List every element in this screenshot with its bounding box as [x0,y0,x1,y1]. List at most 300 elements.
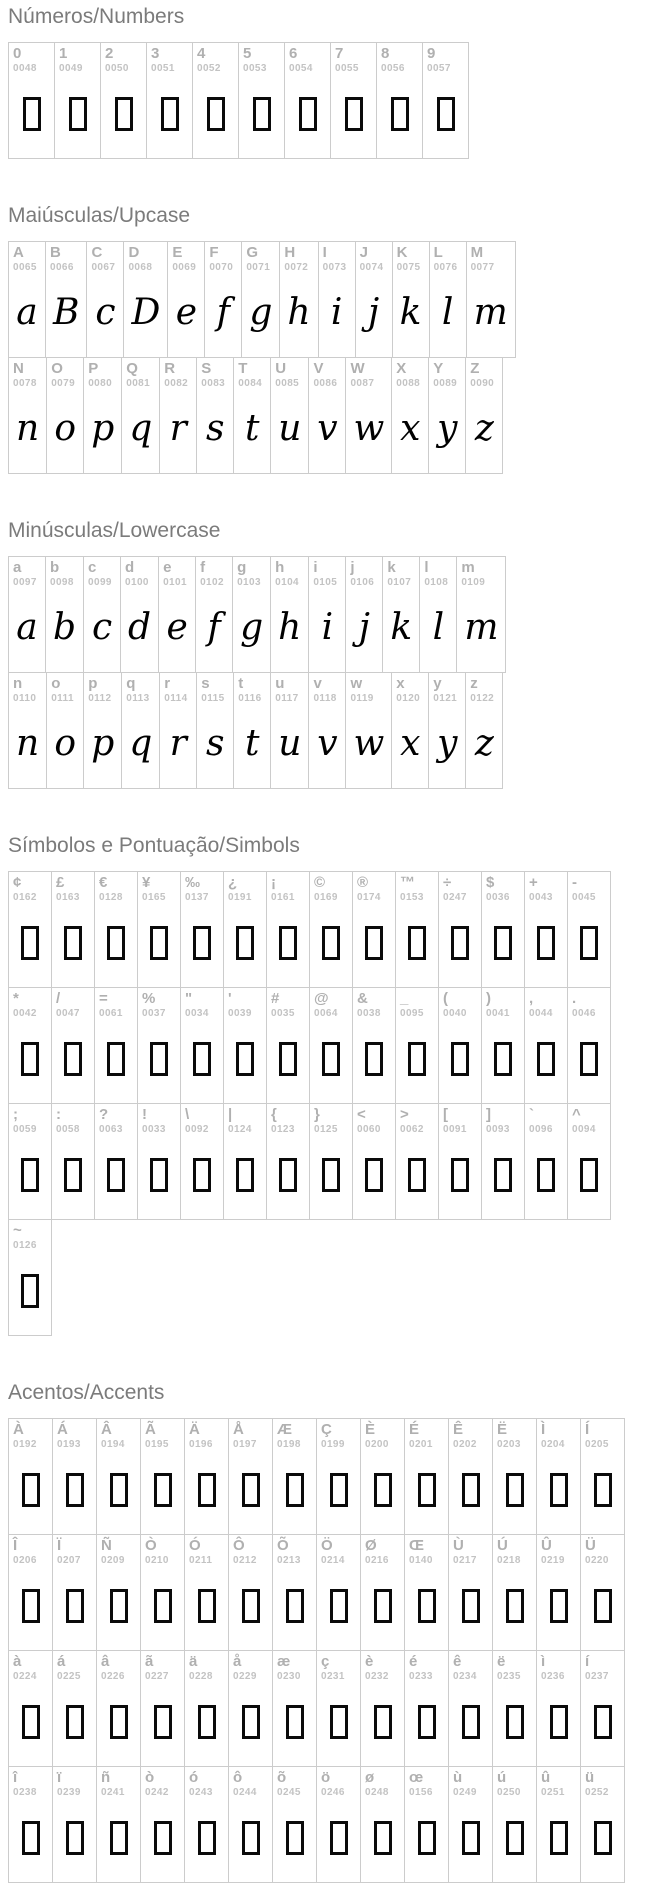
glyph-cell [52,1418,97,1535]
missing-glyph-box [154,1705,172,1739]
glyph-cell-header [331,43,376,75]
glyph-cell-header [568,872,610,904]
glyph-cell-header [196,557,232,589]
glyph-char-label: L [433,244,443,261]
missing-glyph-box [506,1821,524,1855]
glyph-char-label: ¥ [142,874,151,891]
glyph-cell-header [84,673,121,705]
glyph-cell [51,1103,95,1220]
glyph-unicode-label: 0195 [145,1439,169,1450]
glyph-area [420,589,456,672]
glyph-cell [391,672,429,789]
glyph-preview: t [245,722,260,764]
glyph-char-label: E [172,244,183,261]
glyph-char-label: ë [497,1653,506,1670]
missing-glyph-box [418,1705,436,1739]
glyph-char-label: Â [101,1421,112,1438]
glyph-cell [536,1650,581,1767]
glyph-cell [270,556,309,673]
missing-glyph-box [580,926,598,960]
glyph-cell-header [493,1419,536,1451]
glyph-area [317,1683,360,1766]
missing-glyph-box [110,1821,128,1855]
glyph-char-label: r [164,675,171,692]
missing-glyph-box [150,1158,168,1192]
glyph-area [52,1136,94,1219]
glyph-cell [184,1534,229,1651]
glyph-unicode-label: 0225 [57,1671,81,1682]
glyph-area [309,390,345,473]
glyph-cell-header [234,673,270,705]
glyph-area [467,274,515,357]
glyph-cell [352,871,396,988]
glyph-cell-header [309,358,345,390]
glyph-unicode-label: 0162 [13,892,37,903]
missing-glyph-box [374,1821,392,1855]
glyph-cell-header [429,358,465,390]
glyph-unicode-label: 0201 [409,1439,433,1450]
missing-glyph-box [462,1821,480,1855]
glyph-unicode-label: 0082 [164,378,189,389]
glyph-cell [309,871,353,988]
glyph-cell-header [537,1651,580,1683]
glyph-unicode-label: 0234 [453,1671,477,1682]
glyph-unicode-label: 0248 [365,1787,389,1798]
glyph-cell-header [9,988,51,1020]
glyph-unicode-label: 0062 [400,1124,424,1135]
glyph-cell-header [405,1651,448,1683]
glyph-area [396,904,438,987]
glyph-unicode-label: 0163 [56,892,80,903]
glyph-cell [308,357,346,474]
glyph-cell-header [537,1535,580,1567]
missing-glyph-box [69,97,87,131]
glyph-char-label: b [50,559,60,576]
missing-glyph-box [279,1042,297,1076]
glyph-cell-header [439,1104,481,1136]
glyph-area [429,390,465,473]
glyph-area [9,589,45,672]
glyph-cell [180,987,224,1104]
glyph-char-label: n [13,675,23,692]
glyph-cell [94,1103,138,1220]
glyph-area [271,390,308,473]
missing-glyph-box [418,1589,436,1623]
glyph-area [482,1136,524,1219]
font-section-uppercase [8,203,653,474]
glyph-area [568,904,610,987]
glyph-unicode-label: 0210 [145,1555,169,1566]
glyph-char-label: Ç [321,1421,332,1438]
missing-glyph-box [66,1589,84,1623]
glyph-area [97,1683,140,1766]
glyph-cell-header [273,1651,316,1683]
glyph-cell [228,1650,273,1767]
glyph-char-label: Ù [453,1537,464,1554]
glyph-unicode-label: 0217 [453,1555,477,1566]
glyph-cell-header [181,988,223,1020]
glyph-char-label: , [529,990,534,1007]
glyph-area [95,1136,137,1219]
glyph-char-label: / [56,990,61,1007]
glyph-cell [45,556,84,673]
glyph-cell [83,556,121,673]
glyph-area [239,75,284,158]
glyph-cell [580,1418,625,1535]
glyph-cell-header [346,358,391,390]
glyph-preview: z [474,722,494,764]
glyph-preview: o [54,722,77,764]
glyph-area [319,274,355,357]
glyph-unicode-label: 0203 [497,1439,521,1450]
glyph-preview: c [91,606,113,648]
glyph-area [181,904,223,987]
glyph-unicode-label: 0055 [335,63,359,74]
glyph-cell-header [439,988,481,1020]
glyph-unicode-label: 0075 [396,262,421,273]
glyph-cell [195,556,233,673]
glyph-area [52,904,94,987]
glyph-cell-header [273,1535,316,1567]
glyph-area [53,1683,96,1766]
glyph-cell [51,987,95,1104]
missing-glyph-box [330,1705,348,1739]
missing-glyph-box [22,1705,40,1739]
glyph-cell-header [197,673,233,705]
glyph-cell [120,556,159,673]
glyph-area [9,390,46,473]
glyph-cell-header [122,673,159,705]
missing-glyph-box [66,1473,84,1507]
glyph-area [267,1136,309,1219]
glyph-cell [241,241,280,358]
glyph-char-label: Q [126,360,138,377]
glyph-area [493,1451,536,1534]
glyph-preview: v [317,722,338,764]
glyph-area [47,390,83,473]
glyph-area [271,705,308,788]
glyph-unicode-label: 0153 [400,892,424,903]
glyph-cell-header [205,242,241,274]
glyph-cell [228,1766,273,1883]
glyph-char-label: A [13,244,24,261]
glyph-unicode-label: 0198 [277,1439,301,1450]
glyph-unicode-label: 0102 [200,577,224,588]
glyph-area [95,904,137,987]
glyph-char-label: 7 [335,45,344,62]
glyph-preview: i [321,606,334,648]
glyph-preview: j [358,606,370,648]
glyph-cell-header [309,673,345,705]
glyph-preview: q [129,722,153,764]
glyph-unicode-label: 0091 [443,1124,467,1135]
glyph-unicode-label: 0057 [427,63,451,74]
glyph-unicode-label: 0084 [238,378,263,389]
glyph-char-label: U [275,360,287,377]
glyph-unicode-label: 0236 [541,1671,565,1682]
glyph-area [439,1020,481,1103]
glyph-area [273,1567,316,1650]
glyph-area [581,1683,624,1766]
glyph-char-label: Ò [145,1537,157,1554]
glyph-cell-header [405,1419,448,1451]
glyph-cell [140,1650,185,1767]
glyph-unicode-label: 0038 [357,1008,381,1019]
glyph-char-label: \ [185,1106,190,1123]
missing-glyph-box [451,1158,469,1192]
glyph-char-label: í [585,1653,590,1670]
glyph-cell [270,672,309,789]
glyph-area [273,1683,316,1766]
glyph-cell-header [185,1651,228,1683]
glyph-unicode-label: 0161 [271,892,295,903]
glyph-cell [404,1534,449,1651]
glyph-char-label: # [271,990,280,1007]
glyph-area [525,1020,567,1103]
glyph-char-label: + [529,874,538,891]
glyph-char-label: ò [145,1769,155,1786]
glyph-char-label: 9 [427,45,436,62]
glyph-char-label: < [357,1106,366,1123]
missing-glyph-box [193,1042,211,1076]
glyph-unicode-label: 0113 [126,693,150,704]
glyph-cell [228,1534,273,1651]
glyph-cell-header [53,1535,96,1567]
missing-glyph-box [154,1589,172,1623]
glyph-area [267,904,309,987]
glyph-unicode-label: 0226 [101,1671,125,1682]
missing-glyph-box [506,1705,524,1739]
glyph-unicode-label: 0047 [56,1008,80,1019]
glyph-row [8,987,653,1104]
glyph-preview: r [169,722,187,764]
glyph-area [525,904,567,987]
glyph-char-label: - [572,874,577,891]
glyph-area [138,904,180,987]
glyph-cell [404,1650,449,1767]
glyph-unicode-label: 0238 [13,1787,37,1798]
glyph-cell [524,987,568,1104]
glyph-cell-header [449,1419,492,1451]
section-rows [8,556,653,789]
missing-glyph-box [537,926,555,960]
glyph-char-label: & [357,990,368,1007]
glyph-cell [140,1534,185,1651]
glyph-unicode-label: 0035 [271,1008,295,1019]
glyph-cell-header [493,1535,536,1567]
glyph-area [361,1451,404,1534]
glyph-cell-header [377,43,422,75]
glyph-area [430,274,466,357]
glyph-cell-header [224,872,266,904]
glyph-cell [448,1650,493,1767]
glyph-cell-header [405,1767,448,1799]
glyph-cell-header [457,557,505,589]
glyph-area [568,1020,610,1103]
glyph-cell-header [141,1419,184,1451]
glyph-cell-header [482,1104,524,1136]
glyph-cell [352,987,396,1104]
glyph-unicode-label: 0103 [237,577,261,588]
missing-glyph-box [408,1158,426,1192]
glyph-cell-header [361,1419,404,1451]
section-title: Minúsculas/Lowercase [8,519,221,542]
glyph-cell [233,672,271,789]
glyph-unicode-label: 0235 [497,1671,521,1682]
glyph-area [396,1136,438,1219]
glyph-unicode-label: 0042 [13,1008,37,1019]
font-section-lowercase [8,518,653,789]
glyph-char-label: g [237,559,247,576]
glyph-char-label: x [396,675,405,692]
glyph-cell [137,871,181,988]
glyph-cell-header [95,872,137,904]
glyph-preview: k [390,606,413,648]
glyph-cell [100,42,147,159]
missing-glyph-box [506,1589,524,1623]
glyph-char-label: { [271,1106,277,1123]
missing-glyph-box [594,1473,612,1507]
glyph-preview: k [399,291,422,333]
glyph-cell-header [138,1104,180,1136]
glyph-preview: b [53,606,77,648]
glyph-cell [492,1766,537,1883]
glyph-cell [360,1650,405,1767]
glyph-unicode-label: 0230 [277,1671,301,1682]
glyph-unicode-label: 0114 [164,693,188,704]
glyph-unicode-label: 0116 [238,693,262,704]
missing-glyph-box [408,926,426,960]
glyph-unicode-label: 0212 [233,1555,257,1566]
glyph-unicode-label: 0205 [585,1439,609,1450]
glyph-cell-header [9,1535,52,1567]
glyph-preview: p [91,722,115,764]
glyph-area [197,390,233,473]
missing-glyph-box [462,1705,480,1739]
glyph-unicode-label: 0219 [541,1555,565,1566]
glyph-area [53,1567,96,1650]
glyph-char-label: ÷ [443,874,452,891]
glyph-unicode-label: 0197 [233,1439,257,1450]
glyph-cell [567,871,611,988]
glyph-unicode-label: 0110 [13,693,37,704]
glyph-char-label: ì [541,1653,546,1670]
glyph-char-label: É [409,1421,420,1438]
glyph-preview: g [249,291,273,333]
glyph-char-label: e [163,559,172,576]
glyph-char-label: ø [365,1769,375,1786]
glyph-cell-header [52,872,94,904]
glyph-cell [284,42,331,159]
glyph-cell [137,987,181,1104]
glyph-cell-header [429,673,465,705]
glyph-cell-header [267,872,309,904]
glyph-cell [86,241,124,358]
glyph-char-label: ‰ [185,874,200,891]
glyph-area [280,274,317,357]
glyph-area [196,589,232,672]
glyph-unicode-label: 0097 [13,577,37,588]
glyph-unicode-label: 0085 [275,378,300,389]
glyph-cell [140,1418,185,1535]
glyph-cell [46,357,84,474]
glyph-cell-header [353,988,395,1020]
glyph-unicode-label: 0111 [51,693,74,704]
glyph-cell [466,241,516,358]
missing-glyph-box [374,1473,392,1507]
glyph-area [271,589,308,672]
glyph-preview: x [400,407,421,449]
glyph-cell [395,987,439,1104]
glyph-cell [308,672,346,789]
missing-glyph-box [22,1821,40,1855]
glyph-cell [8,1418,53,1535]
glyph-cell-header [242,242,279,274]
glyph-unicode-label: 0109 [461,577,486,588]
glyph-area [224,904,266,987]
glyph-area [185,1683,228,1766]
glyph-area [52,1020,94,1103]
glyph-cell [158,556,196,673]
glyph-unicode-label: 0076 [433,262,458,273]
glyph-unicode-label: 0101 [163,577,187,588]
glyph-unicode-label: 0169 [314,892,338,903]
glyph-preview: g [240,606,264,648]
glyph-cell-header [482,988,524,1020]
glyph-unicode-label: 0232 [365,1671,389,1682]
glyph-char-label: a [13,559,22,576]
glyph-unicode-label: 0207 [57,1555,81,1566]
missing-glyph-box [550,1705,568,1739]
missing-glyph-box [107,1158,125,1192]
glyph-cell [121,672,160,789]
glyph-cell-header [160,358,196,390]
glyph-cell [382,556,420,673]
glyph-cell [8,241,46,358]
glyph-area [396,1020,438,1103]
glyph-cell-header [46,242,86,274]
glyph-cell-header [87,242,123,274]
glyph-char-label: R [164,360,176,377]
glyph-cell [395,871,439,988]
glyph-area [141,1451,184,1534]
glyph-char-label: Ì [541,1421,546,1438]
glyph-unicode-label: 0239 [57,1787,81,1798]
glyph-cell-header [537,1419,580,1451]
glyph-cell [580,1650,625,1767]
glyph-area [46,589,83,672]
glyph-unicode-label: 0081 [126,378,151,389]
glyph-unicode-label: 0216 [365,1555,389,1566]
glyph-char-label: Û [541,1537,552,1554]
missing-glyph-box [198,1705,216,1739]
glyph-cell [438,871,482,988]
glyph-cell [233,357,271,474]
glyph-row [8,871,653,988]
glyph-unicode-label: 0039 [228,1008,252,1019]
glyph-cell-header [525,1104,567,1136]
glyph-cell [492,1418,537,1535]
glyph-cell-header [581,1535,624,1567]
glyph-cell [481,871,525,988]
glyph-cell [180,1103,224,1220]
glyph-area [9,274,45,357]
glyph-area [449,1799,492,1882]
glyph-char-label: Ã [145,1421,156,1438]
glyph-cell [404,1418,449,1535]
glyph-area [46,274,86,357]
missing-glyph-box [374,1705,392,1739]
